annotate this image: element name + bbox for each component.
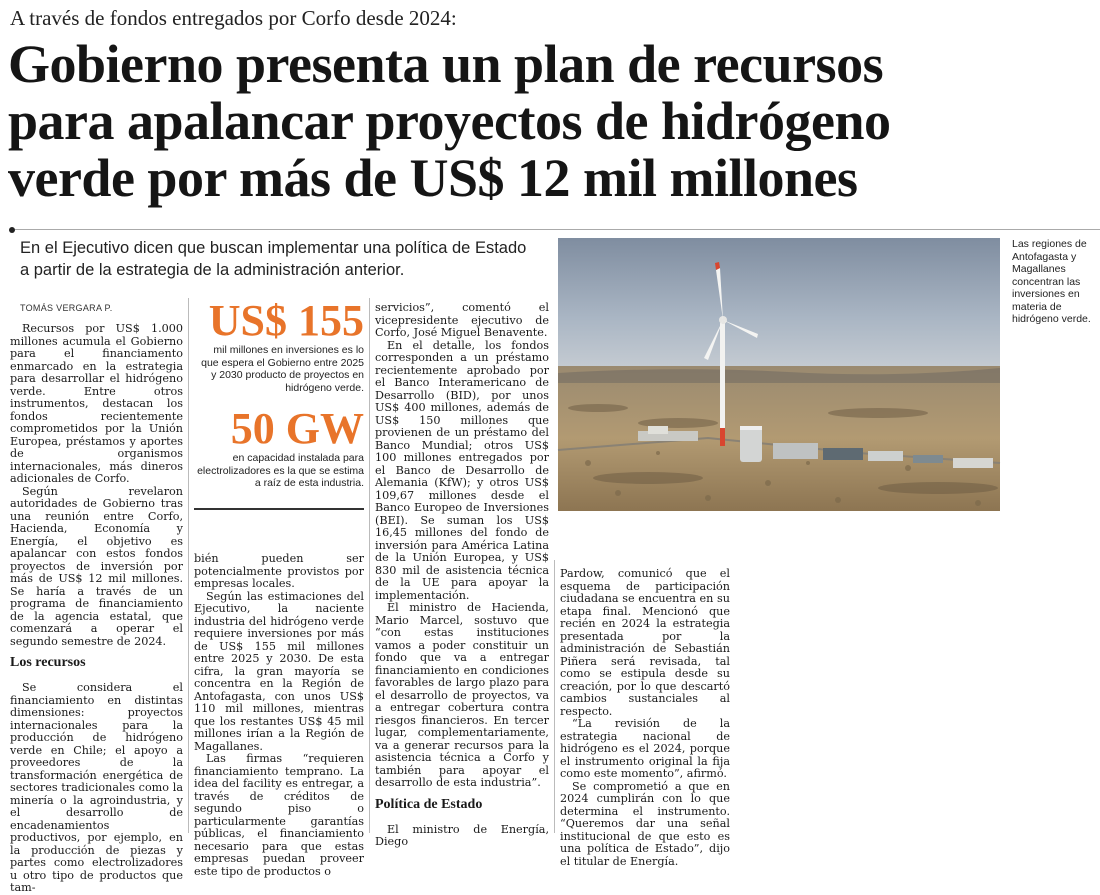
stats-box [194,298,364,510]
column-divider [369,298,370,833]
divider [15,229,1100,230]
column-2 [194,553,364,878]
headline-line-1: Gobierno presenta un plan de recursos [8,34,884,94]
photo-caption: Las regiones de Antofagasta y Magallanes concentran las inversiones en materia de hidrógeno verde. [1012,238,1091,325]
paragraph: Se considera el financiamiento en distintas dimensiones: proyectos internacionales para la producción de hidrógeno verde en Chile; el apoyo a proveedores de la transformación energética de sectores tradicionales como la minería o la agroindustria, y el desarrollo de encadenamientos productivos, por ejemplo, en la producción de piezas y partes como electrolizadores u otro tipo de productos que tam- [10,681,183,894]
paragraph: Pardow, comunicó que el esquema de participación ciudadana se encuentra en su etapa final. Mencionó que recién en 2024 la estrategia presentada por la administración de Sebastián Piñera será revisada, tal como se estipula desde su creación, por lo que descartó cambios sustanciales al respecto. [560,567,730,718]
paragraph: bién pueden ser potencialmente provistos por empresas locales. [194,552,364,590]
photo [558,238,1000,511]
column-divider [188,298,189,833]
wind-turbine-photo [558,238,1000,511]
paragraph: En el detalle, los fondos corresponden a un préstamo recientemente aprobado por el Banco Interamericano de Desarrollo (BID), por unos US$ 400 millones, además de US$ 150 millones que provienen de un préstamo del Banco Mundial; otros US$ 100 millones entregados por el Banco de Desarrollo de Alemania (KfW); y otros US$ 109,67 millones desde el Banco Europeo de Inversiones (BEI). Se suman los US$ 16,45 millones del fondo de inversión para América Latina de la Unión Europea, y US$ 830 mil de asistencia técnica de la UE para apoyar la implementación. [375,338,549,602]
column-4 [560,568,730,868]
headline-line-3: verde por más de US$ 12 mil millones [8,148,858,208]
stat-description: mil millones en inversiones es lo que espera el Gobierno entre 2025 y 2030 producto de proyectos en hidrógeno verde. [201,344,364,394]
deck: En el Ejecutivo dicen que buscan implementar una política de Estado a partir de la estrategia de la administración anterior. [20,239,527,279]
column-divider [554,560,555,833]
stat-value: US$ 155 [208,296,364,345]
rule-dot [9,227,15,233]
column-1 [10,323,183,895]
byline: TOMÁS VERGARA P. [20,303,113,313]
kicker: A través de fondos entregados por Corfo desde 2024: [10,6,457,30]
paragraph: servicios”, comentó el vicepresidente ejecutivo de Corfo, José Miguel Benavente. [375,301,549,339]
paragraph: “La revisión de la estrategia nacional de hidrógeno es el 2024, porque el instrumento original la fija como este momento”, afirmó. [560,717,730,780]
stats-rule [194,508,364,510]
subheading: Política de Estado [375,796,483,812]
subheading: Los recursos [10,655,86,670]
paragraph: El ministro de Energía, Diego [375,822,549,848]
paragraph: Se comprometió a que en 2024 cumplirán con lo que determina el instrumento. “Queremos dar una señal institucional de que esto es una política de Estado”, dijo el titular de Energía. [560,779,730,868]
stat-value: 50 GW [230,404,364,453]
paragraph: Según revelaron autoridades de Gobierno tras una reunión entre Corfo, Hacienda, Economía y Energía, el objetivo es apalancar con estos fondos proyectos de inversión por más de US$ 12 mil millones. Se haría a través de un programa de financiamiento de la agencia estatal, que comenzará a operar el segundo semestre de 2024. [10,484,183,648]
paragraph: El ministro de Hacienda, Mario Marcel, sostuvo que “con estas instituciones vamos a poder constituir un fondo que va a entregar financiamiento en condiciones favorables de largo plazo para el desarrollo de proyectos, va a entregar cobertura contra riesgos financieros. En tercer lugar, complementariamente, va a generar recursos para la asistencia técnica a Corfo y también para apoyar el desarrollo de esta industria”. [375,601,549,789]
headline-line-2: para apalancar proyectos de hidrógeno [8,91,891,151]
column-3 [375,302,549,849]
paragraph: Según las estimaciones del Ejecutivo, la naciente industria del hidrógeno verde requiere inversiones por más de US$ 155 mil millones entre 2025 y 2030. De esta cifra, la gran mayoría se concentra en la Región de Antofagasta, con unos US$ 110 mil millones, mientras que los restantes US$ 45 mil millones irían a la Región de Magallanes. [194,589,364,753]
stat-description: en capacidad instalada para electrolizadores es la que se estima a raíz de esta industria. [197,452,364,489]
headline [8,36,1008,207]
paragraph: Recursos por US$ 1.000 millones acumula el Gobierno para el financiamento enmarcado en la estrategia para desarrollar el hidrógeno verde. Entre otros instrumentos, destacan los fondos recientemente comprometidos por la Unión Europea, préstamos y aportes de organismos internacionales, más dineros adicionales de Corfo. [10,322,183,485]
paragraph: Las firmas “requieren financiamiento temprano. La idea del facility es entregar, a través de créditos de segundo piso o particularmente garantías públicas, el financiamiento necesario para que estas empresas puedan proveer este tipo de productos o [194,752,364,878]
